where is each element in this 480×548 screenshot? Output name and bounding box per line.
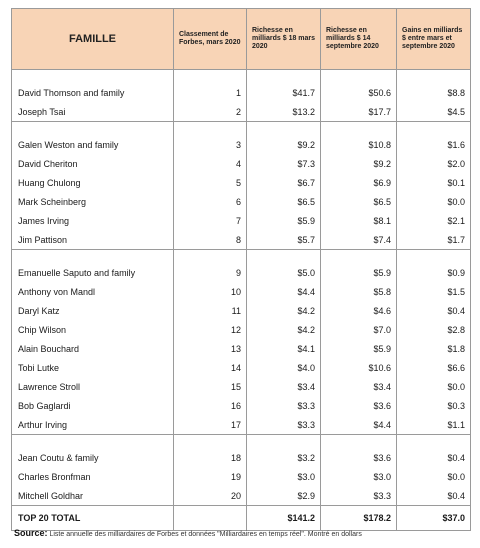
spacer-cell [174, 250, 247, 264]
gain-cell: $0.1 [397, 173, 471, 192]
rank-cell: 10 [174, 282, 247, 301]
wealth-sept-cell: $3.3 [321, 486, 397, 506]
gain-cell: $1.5 [397, 282, 471, 301]
wealth-sept-cell: $3.0 [321, 467, 397, 486]
header-wealth-march: Richesse en milliards $ 18 mars 2020 [247, 9, 321, 70]
name-cell: Huang Chulong [12, 173, 174, 192]
name-cell: James Irving [12, 211, 174, 230]
table-row [12, 377, 471, 396]
rank-cell: 13 [174, 339, 247, 358]
group-spacer [12, 70, 471, 84]
rank-cell: 8 [174, 230, 247, 250]
wealth-march-cell: $3.3 [247, 415, 321, 435]
wealth-sept-cell: $3.6 [321, 396, 397, 415]
table-row [12, 320, 471, 339]
rank-cell: 9 [174, 263, 247, 282]
group-spacer [12, 435, 471, 449]
rank-cell: 2 [174, 102, 247, 122]
name-cell: Anthony von Mandl [12, 282, 174, 301]
spacer-cell [321, 250, 397, 264]
wealth-sept-cell: $50.6 [321, 83, 397, 102]
table-row [12, 263, 471, 282]
name-cell: David Cheriton [12, 154, 174, 173]
rank-cell: 6 [174, 192, 247, 211]
gain-cell: $0.0 [397, 377, 471, 396]
gain-cell: $1.1 [397, 415, 471, 435]
table-row [12, 102, 471, 122]
spacer-cell [12, 122, 174, 136]
wealth-sept-cell: $3.4 [321, 377, 397, 396]
wealth-march-cell: $2.9 [247, 486, 321, 506]
table-row [12, 467, 471, 486]
wealth-march-cell: $3.3 [247, 396, 321, 415]
spacer-cell [12, 250, 174, 264]
spacer-cell [397, 435, 471, 449]
wealth-sept-cell: $9.2 [321, 154, 397, 173]
rank-cell: 7 [174, 211, 247, 230]
wealth-sept-cell: $5.9 [321, 263, 397, 282]
name-cell: Mark Scheinberg [12, 192, 174, 211]
spacer-cell [174, 122, 247, 136]
table-row [12, 83, 471, 102]
wealth-sept-cell: $6.9 [321, 173, 397, 192]
rank-cell: 3 [174, 135, 247, 154]
name-cell: Alain Bouchard [12, 339, 174, 358]
wealth-sept-cell: $5.8 [321, 282, 397, 301]
header-rank: Classement de Forbes, mars 2020 [174, 9, 247, 70]
name-cell: Chip Wilson [12, 320, 174, 339]
rank-cell: 17 [174, 415, 247, 435]
wealth-sept-cell: $4.6 [321, 301, 397, 320]
rank-cell: 4 [174, 154, 247, 173]
name-cell: Mitchell Goldhar [12, 486, 174, 506]
name-cell: Arthur Irving [12, 415, 174, 435]
table-row [12, 173, 471, 192]
wealth-march-cell: $6.7 [247, 173, 321, 192]
name-cell: Galen Weston and family [12, 135, 174, 154]
spacer-cell [174, 435, 247, 449]
wealth-march-cell: $4.0 [247, 358, 321, 377]
spacer-cell [174, 70, 247, 84]
rank-cell: 16 [174, 396, 247, 415]
gain-cell: $2.1 [397, 211, 471, 230]
gain-cell: $0.3 [397, 396, 471, 415]
wealth-sept-cell: $10.6 [321, 358, 397, 377]
wealth-march-cell: $3.4 [247, 377, 321, 396]
wealth-sept-cell: $3.6 [321, 448, 397, 467]
gain-cell: $1.7 [397, 230, 471, 250]
table-row [12, 358, 471, 377]
header-wealth-sept: Richesse en milliards $ 14 septembre 2020 [321, 9, 397, 70]
wealth-march-cell: $3.0 [247, 467, 321, 486]
total-row [12, 506, 471, 531]
header-gain: Gains en milliards $ entre mars et septembre 2020 [397, 9, 471, 70]
wealth-march-cell: $7.3 [247, 154, 321, 173]
name-cell: Jean Coutu & family [12, 448, 174, 467]
table-row [12, 135, 471, 154]
table-row [12, 282, 471, 301]
gain-cell: $0.0 [397, 192, 471, 211]
rank-cell: 19 [174, 467, 247, 486]
name-cell: Bob Gaglardi [12, 396, 174, 415]
spacer-cell [247, 70, 321, 84]
wealth-sept-cell: $8.1 [321, 211, 397, 230]
spacer-cell [247, 250, 321, 264]
rank-cell: 5 [174, 173, 247, 192]
gain-cell: $2.0 [397, 154, 471, 173]
wealth-sept-cell: $6.5 [321, 192, 397, 211]
rank-cell: 20 [174, 486, 247, 506]
gain-cell: $6.6 [397, 358, 471, 377]
name-cell: Charles Bronfman [12, 467, 174, 486]
wealth-march-cell: $13.2 [247, 102, 321, 122]
wealth-march-cell: $3.2 [247, 448, 321, 467]
wealth-march-cell: $4.2 [247, 301, 321, 320]
rank-cell: 11 [174, 301, 247, 320]
total-rank-empty [174, 506, 247, 531]
table-row [12, 396, 471, 415]
name-cell: Jim Pattison [12, 230, 174, 250]
table-row [12, 448, 471, 467]
gain-cell: $1.8 [397, 339, 471, 358]
gain-cell: $1.6 [397, 135, 471, 154]
wealth-march-cell: $5.7 [247, 230, 321, 250]
gain-cell: $4.5 [397, 102, 471, 122]
spacer-cell [321, 122, 397, 136]
wealth-sept-cell: $7.0 [321, 320, 397, 339]
gain-cell: $2.8 [397, 320, 471, 339]
spacer-cell [321, 70, 397, 84]
name-cell: Lawrence Stroll [12, 377, 174, 396]
wealth-march-cell: $41.7 [247, 83, 321, 102]
source-text: Liste annuelle des milliardaires de Forbes et données "Milliardaires en temps réel". Montré en dollars [49, 531, 362, 538]
total-gain: $37.0 [397, 506, 471, 531]
wealth-sept-cell: $17.7 [321, 102, 397, 122]
gain-cell: $0.0 [397, 467, 471, 486]
group-spacer [12, 250, 471, 264]
spacer-cell [12, 435, 174, 449]
group-spacer [12, 122, 471, 136]
wealth-sept-cell: $7.4 [321, 230, 397, 250]
wealth-march-cell: $4.1 [247, 339, 321, 358]
wealth-sept-cell: $10.8 [321, 135, 397, 154]
wealth-sept-cell: $4.4 [321, 415, 397, 435]
total-label: TOP 20 TOTAL [12, 506, 174, 531]
table-row [12, 415, 471, 435]
header-famille: FAMILLE [12, 9, 174, 70]
wealth-march-cell: $6.5 [247, 192, 321, 211]
source-label: Source: [14, 528, 48, 538]
table-row [12, 192, 471, 211]
table-row [12, 211, 471, 230]
spacer-cell [247, 122, 321, 136]
gain-cell: $0.4 [397, 301, 471, 320]
total-sept: $178.2 [321, 506, 397, 531]
total-march: $141.2 [247, 506, 321, 531]
rank-cell: 14 [174, 358, 247, 377]
wealth-sept-cell: $5.9 [321, 339, 397, 358]
wealth-march-cell: $4.2 [247, 320, 321, 339]
gain-cell: $0.4 [397, 448, 471, 467]
source-note [14, 528, 362, 538]
spacer-cell [397, 122, 471, 136]
table-body [12, 70, 471, 506]
rank-cell: 15 [174, 377, 247, 396]
billionaires-table [11, 8, 471, 531]
wealth-march-cell: $5.9 [247, 211, 321, 230]
spacer-cell [397, 70, 471, 84]
table-row [12, 339, 471, 358]
wealth-march-cell: $5.0 [247, 263, 321, 282]
name-cell: David Thomson and family [12, 83, 174, 102]
name-cell: Daryl Katz [12, 301, 174, 320]
wealth-march-cell: $9.2 [247, 135, 321, 154]
rank-cell: 18 [174, 448, 247, 467]
table-row [12, 154, 471, 173]
table-row [12, 301, 471, 320]
gain-cell: $0.4 [397, 486, 471, 506]
table-row [12, 230, 471, 250]
name-cell: Tobi Lutke [12, 358, 174, 377]
spacer-cell [247, 435, 321, 449]
name-cell: Joseph Tsai [12, 102, 174, 122]
rank-cell: 12 [174, 320, 247, 339]
spacer-cell [321, 435, 397, 449]
spacer-cell [397, 250, 471, 264]
wealth-march-cell: $4.4 [247, 282, 321, 301]
billionaires-table-container [11, 8, 470, 531]
header-row [12, 9, 471, 70]
spacer-cell [12, 70, 174, 84]
rank-cell: 1 [174, 83, 247, 102]
table-row [12, 486, 471, 506]
gain-cell: $0.9 [397, 263, 471, 282]
gain-cell: $8.8 [397, 83, 471, 102]
name-cell: Emanuelle Saputo and family [12, 263, 174, 282]
